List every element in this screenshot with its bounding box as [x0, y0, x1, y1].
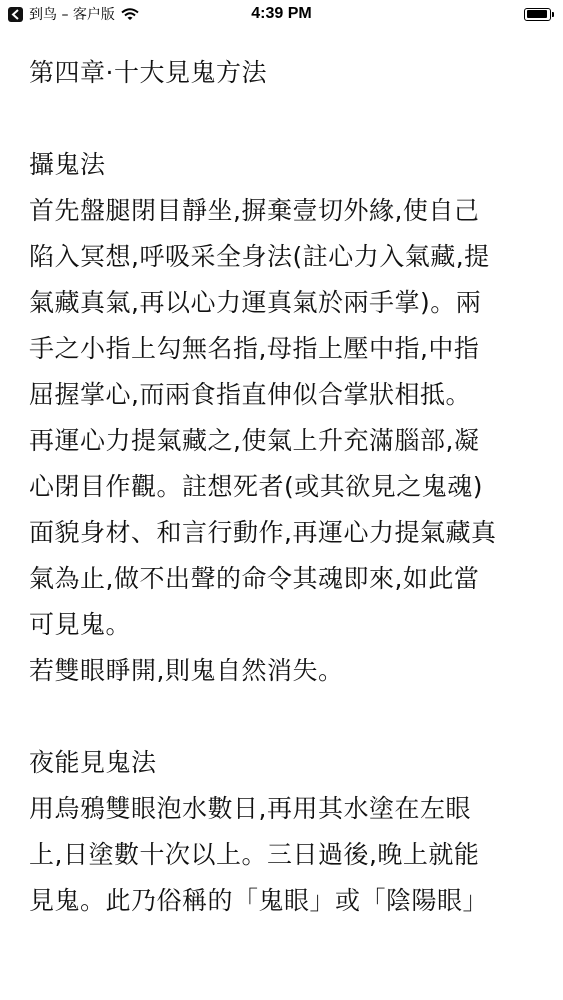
paragraph-line: 氣為止,做不出聲的命令其魂即來,如此當 [29, 564, 480, 593]
back-to-app-label[interactable]: 到鸟 – 客户版 [29, 7, 115, 23]
paragraph-line: 若雙眼睜開,則鬼自然消失。 [29, 656, 344, 685]
spacer [29, 694, 544, 740]
wifi-icon [121, 8, 139, 21]
section-heading: 夜能見鬼法 [29, 748, 157, 777]
paragraph-line: 屈握掌心,而兩食指直伸似合掌狀相抵。 [29, 380, 471, 409]
paragraph-line: 見鬼。此乃俗稱的「鬼眼」或「陰陽眼」 [29, 886, 489, 915]
paragraph-line: 陷入冥想,呼吸采全身法(註心力入氣藏,提 [29, 242, 490, 271]
back-icon[interactable] [8, 7, 23, 22]
status-bar [0, 0, 563, 28]
battery-fill [527, 10, 548, 18]
paragraph-line: 首先盤腿閉目靜坐,摒棄壹切外緣,使自己 [29, 196, 480, 225]
paragraph-line: 上,日塗數十次以上。三日過後,晚上就能 [29, 840, 480, 869]
spacer [29, 96, 544, 142]
paragraph-line: 用烏鴉雙眼泡水數日,再用其水塗在左眼 [29, 794, 471, 823]
paragraph-line: 氣藏真氣,再以心力運真氣於兩手掌)。兩 [29, 288, 482, 317]
paragraph-line: 可見鬼。 [29, 610, 132, 639]
paragraph-line: 手之小指上勾無名指,母指上壓中指,中指 [29, 334, 480, 363]
paragraph-line: 再運心力提氣藏之,使氣上升充滿腦部,凝 [29, 426, 480, 455]
status-time: 4:39 PM [251, 5, 312, 22]
chapter-title: 第四章·十大見鬼方法 [29, 58, 267, 87]
document-body [29, 50, 544, 924]
battery-icon [524, 8, 551, 21]
paragraph-line: 心閉目作觀。註想死者(或其欲見之鬼魂) [29, 472, 484, 501]
section-heading: 攝鬼法 [29, 150, 106, 179]
status-left [8, 4, 208, 24]
paragraph-line: 面貌身材、和言行動作,再運心力提氣藏真 [29, 518, 497, 547]
